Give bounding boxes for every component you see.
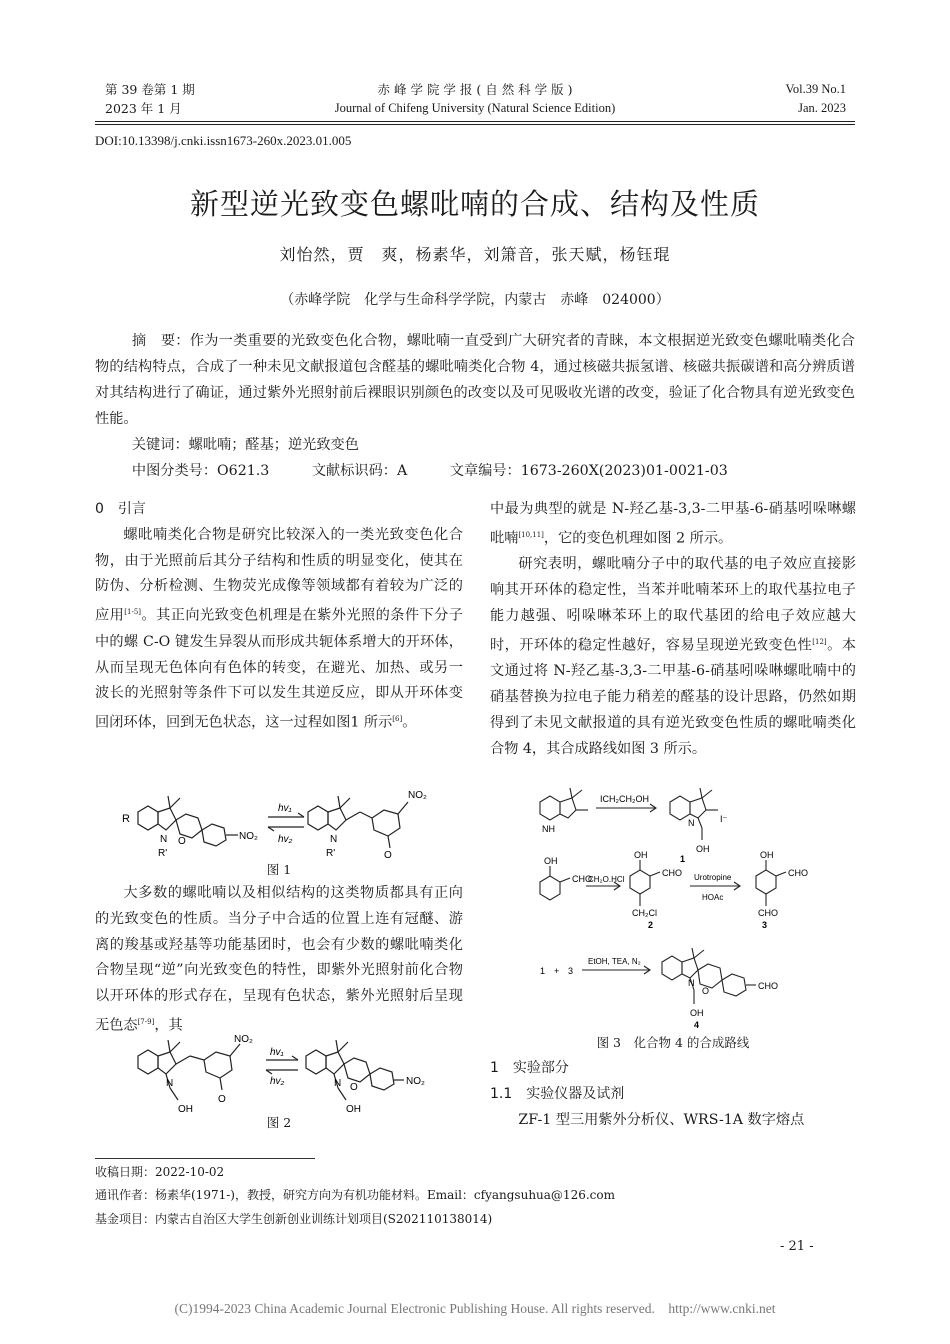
- section-intro-heading: 0 引言: [95, 501, 146, 517]
- fig3-compound-1: 1: [680, 854, 686, 864]
- fig2-label-hv1: hv₁: [270, 1047, 284, 1058]
- fig3-label-n4: N: [688, 978, 695, 988]
- abstract: 摘 要：作为一类重要的光致变色化合物，螺吡喃一直受到广大研究者的青睐，本文根据逆光致变色螺吡喃类化合物的结构特点，合成了一种未见文献报道包含醛基的螺吡喃类化合物 4，通过核磁共振氢谱、核磁共振碳谱和高分辨质谱对其结构进行了确证，通过紫外光照射前后裸眼识别颜色的改变以及可见吸收光谱的改变，验证了化合物具有逆光致变色性能。: [95, 333, 855, 427]
- fig1-label-rprime2: R': [326, 848, 336, 859]
- fig3-label-conditions: EtOH, TEA, N₂: [588, 957, 641, 966]
- fig2-label-o2: O: [350, 1082, 358, 1093]
- figure-3-caption: 图 3 化合物 4 的合成路线: [596, 1035, 750, 1050]
- fig1-label-no2: NO₂: [239, 831, 258, 842]
- fig3-plus: +: [554, 966, 560, 976]
- fig1-label-hv2: hv₂: [278, 834, 293, 845]
- footnote-received: 收稿日期：2022-10-02: [95, 1165, 225, 1179]
- citation: [7-9]: [137, 1017, 155, 1026]
- fig2-label-no2-2: NO₂: [406, 1076, 425, 1087]
- header-journal: [250, 80, 700, 118]
- fig2-label-o: O: [218, 1094, 226, 1105]
- fig3-label-nh: NH: [542, 824, 555, 834]
- fig3-label-iodide: I⁻: [720, 814, 728, 824]
- citation: [1-5]: [124, 608, 142, 617]
- fig3-label-urotropine: Urotropine: [694, 873, 732, 882]
- fig1-label-r: R: [122, 813, 130, 825]
- fig3-compound-3: 3: [762, 920, 768, 930]
- fig2-label-n2: N: [334, 1078, 342, 1089]
- subsection-instruments-heading: 1.1 实验仪器及试剂: [490, 1085, 625, 1102]
- right-paragraph-2: 研究表明，螺吡喃分子中的取代基的电子效应直接影响其开环体的稳定性，当苯并吡喃苯环上的取代基拉电子能力越强、吲哚啉苯环上的取代基团的给电子效应越大时，开环体的稳定性越好，容易呈现逆光致变色性[12]。本文通过将 N-羟乙基-3,3-二甲基-6-硝基吲哚啉螺吡喃中的硝基替换为拉电子能力稍差的醛基的设计思路，仍然如期得到了未见文献报道的具有逆光致变色性质的螺吡喃类化合物 4，其合成路线如图 3 所示。: [490, 556, 856, 757]
- figure-3: [530, 782, 830, 1032]
- right-paragraph-3: ZF-1 型三用紫外分析仪、WRS-1A 数字熔点: [518, 1111, 805, 1128]
- fig1-label-o: O: [178, 836, 186, 847]
- header-rule: [95, 121, 855, 122]
- fig1-label-o2: O: [384, 850, 392, 860]
- fig3-label-cho-4: CHO: [758, 981, 778, 991]
- fig3-label-oh-4: OH: [690, 1008, 704, 1018]
- fig2-label-n: N: [166, 1078, 174, 1089]
- figure-1: [108, 780, 468, 860]
- footnote-fund: 基金项目：内蒙古自治区大学生创新创业训练计划项目(S202110138014): [95, 1212, 493, 1226]
- left-column-cont: [95, 881, 463, 1040]
- footnote-author: 通讯作者：杨素华(1971-)，教授，研究方向为有机功能材料。Email：cfyangsuhua@126.com: [95, 1188, 615, 1202]
- fig1-label-n2: N: [330, 834, 338, 845]
- fig3-compound-2: 2: [648, 920, 654, 930]
- fig2-label-no2: NO₂: [234, 1034, 253, 1045]
- doi[interactable]: DOI:10.13398/j.cnki.issn1673-260x.2023.01.005: [95, 133, 352, 148]
- header-date: 2023 年 1 月: [105, 101, 182, 116]
- affiliation: （赤峰学院 化学与生命科学学院，内蒙古 赤峰 024000）: [280, 292, 670, 308]
- citation: [10,11]: [518, 530, 544, 539]
- fig3-label-hoac: HOAc: [702, 893, 724, 902]
- citation: [6]: [392, 715, 403, 724]
- fig1-label-no2-2: NO₂: [408, 790, 427, 801]
- page-number: - 21 -: [780, 1239, 814, 1254]
- copyright-notice: (C)1994-2023 China Academic Journal Electronic Publishing House. All rights reserved. http://www.cnki.net: [174, 1301, 776, 1316]
- authors: 刘怡然，贾 爽，杨素华，刘箫音，张天赋，杨钰琨: [279, 245, 671, 264]
- header-journal-cn: 赤 峰 学 院 学 报 ( 自 然 科 学 版 ): [377, 82, 573, 97]
- fig3-label-cho-3b: CHO: [758, 908, 778, 918]
- fig3-reactant-1: 1: [540, 966, 546, 976]
- fig3-reactant-3: 3: [568, 966, 574, 976]
- header-journal-en: Journal of Chifeng University (Natural Science Edition): [334, 101, 616, 115]
- footnote-rule: [95, 1158, 315, 1159]
- fig3-compound-4: 4: [694, 1020, 700, 1030]
- header-issue: [105, 80, 195, 118]
- left-column: [95, 497, 463, 737]
- fig3-label-oh-2: OH: [634, 850, 648, 860]
- figure-2: [128, 1028, 468, 1116]
- fig2-label-oh: OH: [178, 1104, 193, 1115]
- fig1-label-rprime: R': [158, 848, 168, 859]
- citation: [12]: [812, 637, 827, 646]
- fig1-label-n: N: [160, 834, 168, 845]
- fig1-label-hv1: hv₁: [278, 803, 292, 814]
- header-rule-thin: [95, 124, 855, 125]
- fig3-label-cho-a: CHO: [572, 874, 592, 884]
- right-paragraph-1: 中最为典型的就是 N-羟乙基-3,3-二甲基-6-硝基吲哚啉螺吡喃[10,11]，它的变色机理如图 2 所示。: [490, 501, 856, 547]
- paper-title: 新型逆光致变色螺吡喃的合成、结构及性质: [189, 187, 760, 221]
- fig2-label-hv2: hv₂: [270, 1076, 285, 1087]
- fig3-label-n: N: [688, 818, 695, 828]
- right-column: [490, 497, 856, 762]
- fig3-label-oh-a: OH: [544, 856, 558, 866]
- fig3-label-o4: O: [702, 986, 710, 996]
- figure-2-caption: 图 2: [266, 1115, 292, 1130]
- fig3-label-oh-3: OH: [760, 850, 774, 860]
- figure-1-caption: 图 1: [266, 862, 292, 877]
- keywords: 关键词：螺吡喃；醛基；逆光致变色: [131, 437, 359, 453]
- intro-paragraph-2: 大多数的螺吡喃以及相似结构的这类物质都具有正向的光致变色的性质。当分子中合适的位置上连有冠醚、游离的羧基或羟基等功能基团时，也会有少数的螺吡喃类化合物呈现“逆”向光致变色的特性，即紫外光照射前化合物以开环体的形式存在，呈现有色状态，紫外光照射后呈现无色态[7-9]，其: [95, 885, 463, 1034]
- intro-paragraph-1: 螺吡喃类化合物是研究比较深入的一类光致变色化合物，由于光照前后其分子结构和性质的明显变化，使其在防伪、分析检测、生物荧光成像等领域都有着较为广泛的应用[1-5]。其正向光致变色机理是在紫外光照的条件下分子中的螺 C-O 键发生异裂从而形成共轭体系增大的开环体，从而呈现无色体向有色体的转变，在避光、加热、或另一波长的光照射等条件下可以发生其逆反应，即从开环体变回闭环体，回到无色状态，这一过程如图1 所示[6]。: [95, 526, 463, 731]
- fig2-label-oh2: OH: [346, 1104, 361, 1115]
- fig3-label-ich2ch2oh: ICH₂CH₂OH: [600, 794, 649, 804]
- header-month: Jan. 2023: [798, 101, 846, 115]
- fig3-label-ch2cl: CH₂Cl: [632, 908, 657, 918]
- header-volume: 第 39 卷第 1 期: [105, 82, 195, 97]
- fig3-label-ch2o-hcl: CH₂O.HCl: [588, 875, 625, 884]
- classification: 中图分类号：O621.3 文献标识码：A 文章编号：1673-260X(2023)01-0021-03: [131, 463, 728, 479]
- fig3-label-cho-2: CHO: [662, 868, 682, 878]
- right-column-cont: [490, 1056, 856, 1133]
- header-vol: Vol.39 No.1: [785, 82, 846, 96]
- section-experiment-heading: 1 实验部分: [490, 1060, 569, 1076]
- fig3-label-cho-3: CHO: [788, 868, 808, 878]
- header-vol-en: [700, 80, 846, 118]
- fig3-label-oh-1: OH: [696, 844, 710, 854]
